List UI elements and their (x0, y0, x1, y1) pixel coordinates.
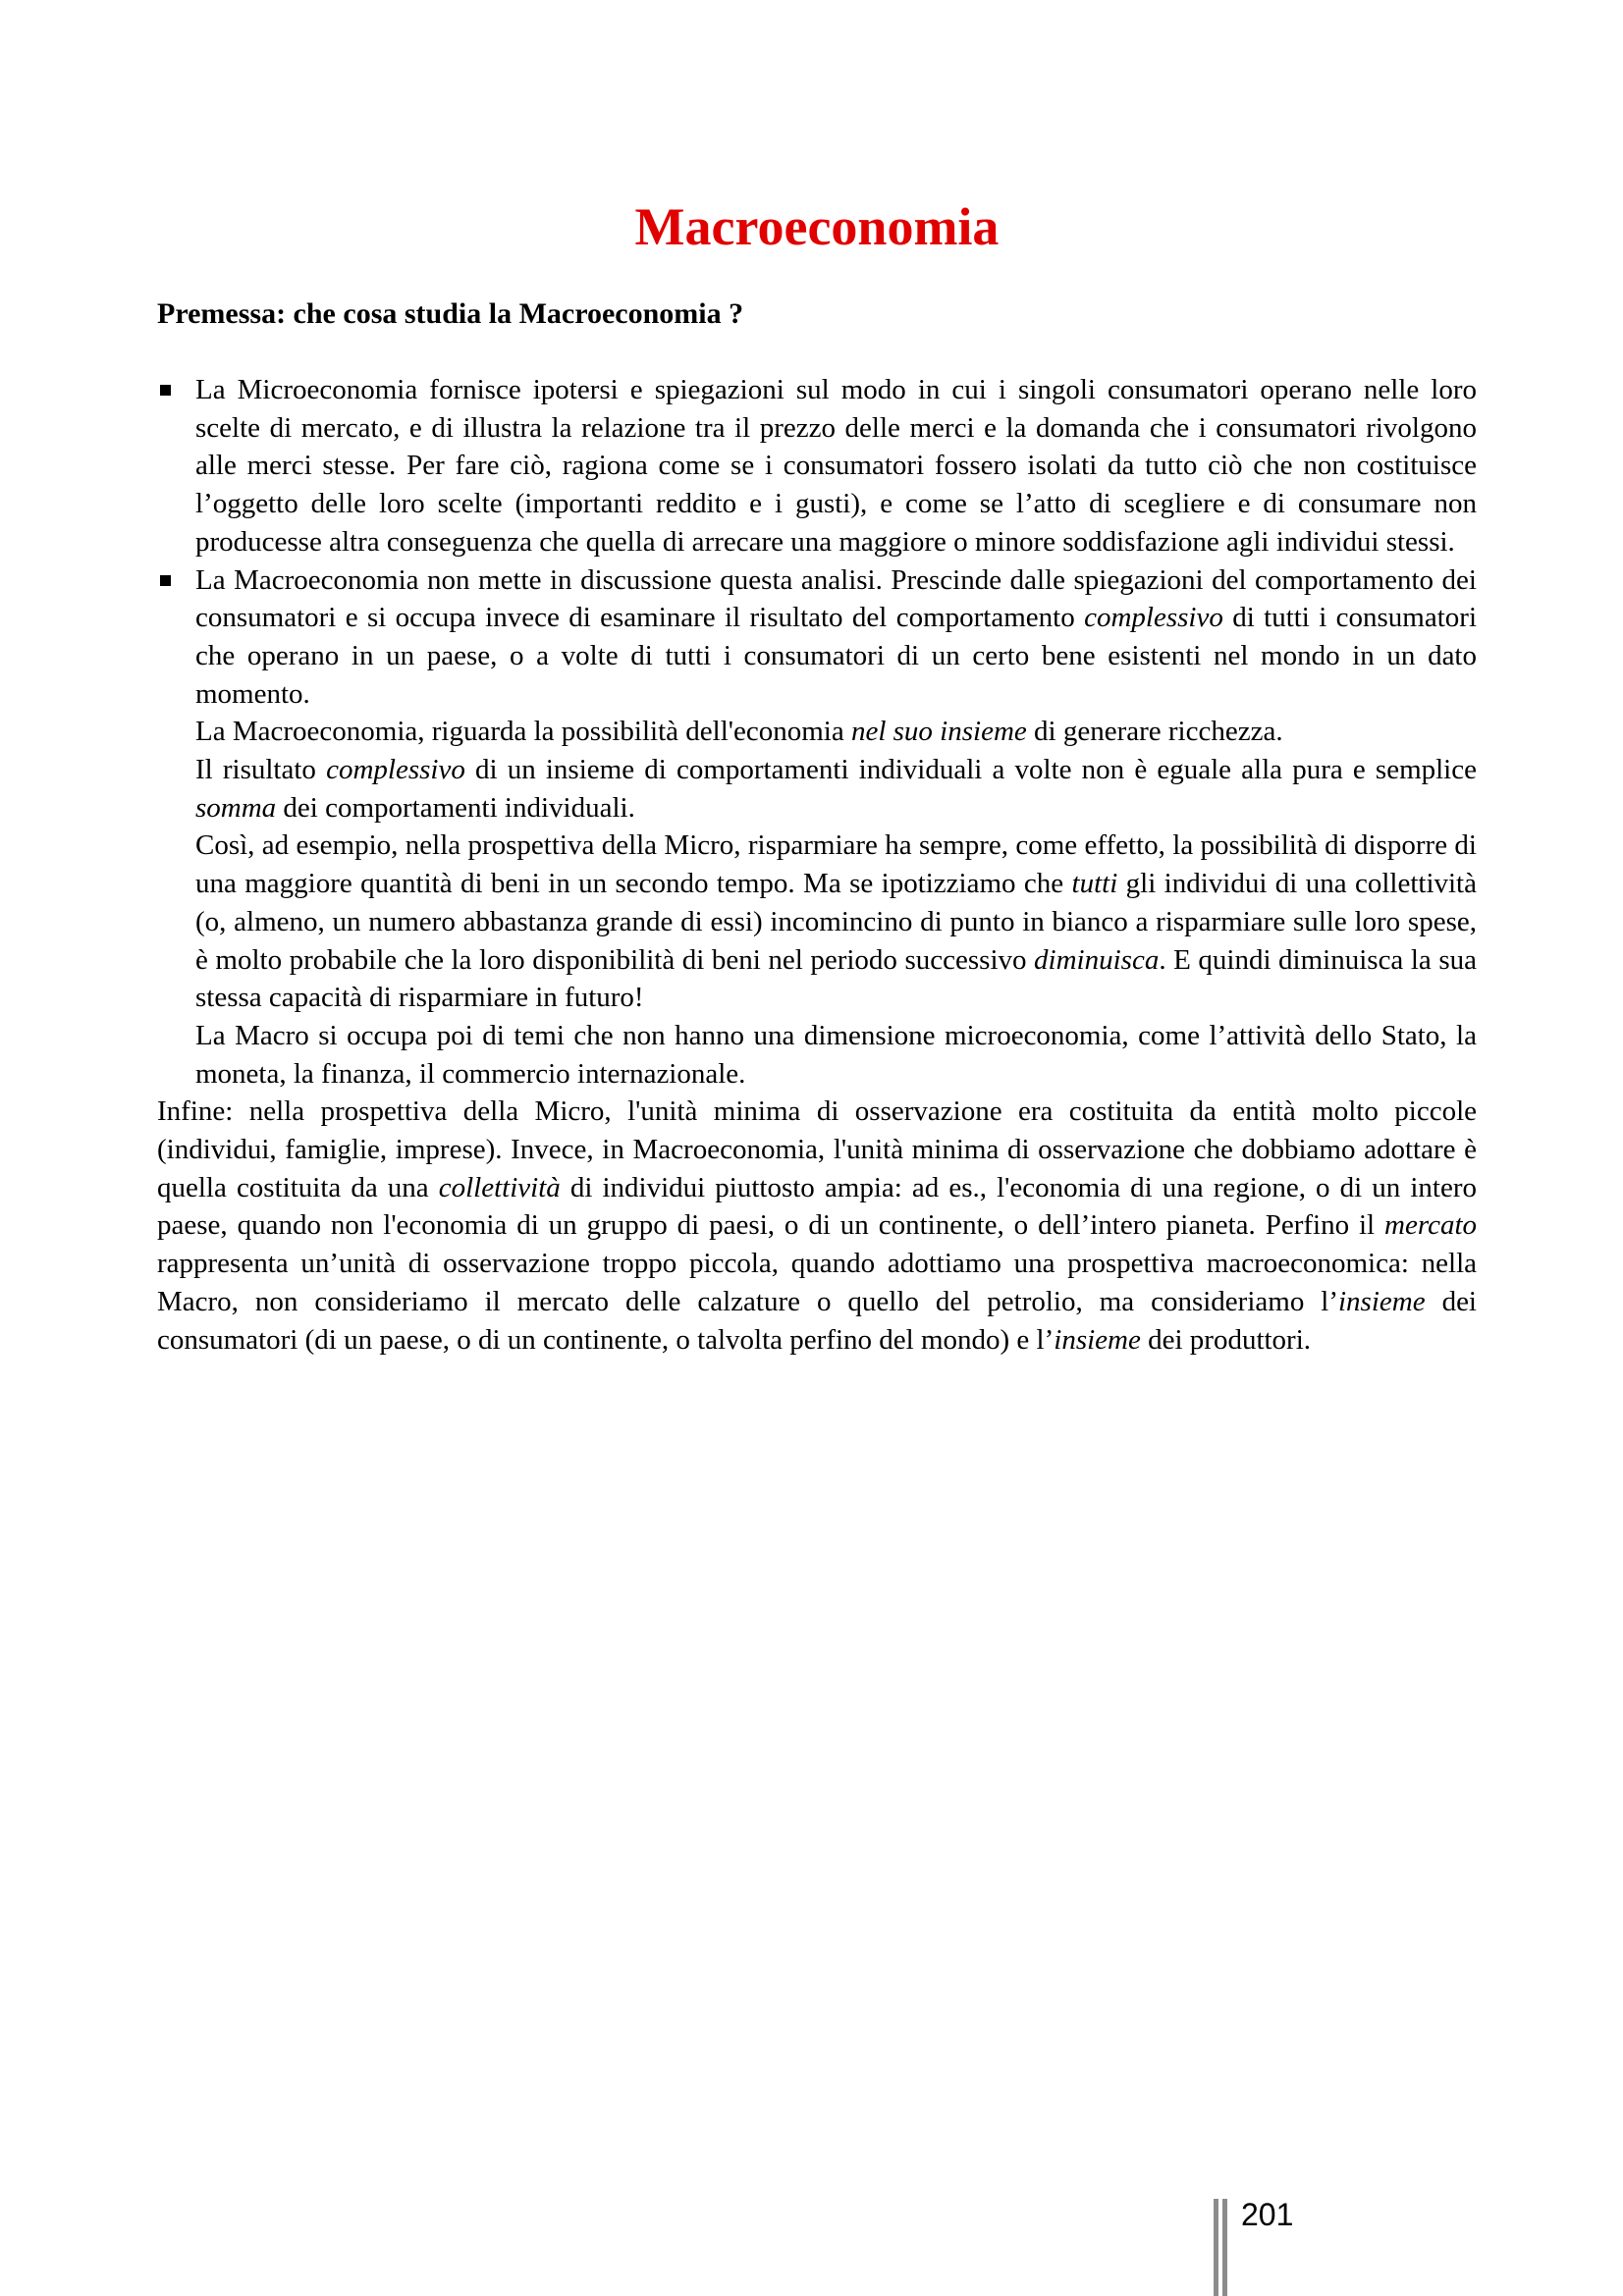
text-span: dei consumatori (di un paese, o di un continente, o talvolta perfino del mondo) e l’ (157, 1285, 1477, 1356)
text-span: dei comportamenti individuali. (276, 791, 635, 824)
text-span: rappresenta un’unità di osservazione troppo piccola, quando adottiamo una prospettiva macroeconomica: nella Macro, non consideriamo il mercato delle calzature o quello del petrolio, ma consideriamo l’ (157, 1248, 1477, 1317)
paragraph (195, 371, 1477, 561)
square-bullet-icon (160, 385, 171, 396)
footer-bar (1214, 2199, 1218, 2296)
paragraph (195, 713, 1477, 751)
text-span: . E quindi diminuisca la sua stessa capacità di risparmiare in futuro! (195, 943, 1477, 1014)
list-item (157, 371, 1477, 561)
emphasis: insieme (1338, 1285, 1426, 1317)
text-span: dei produttori. (1140, 1323, 1312, 1356)
text-span: Così, ad esempio, nella prospettiva della Micro, risparmiare ha sempre, come effetto, la possibilità di disporre di una maggiore quantità di beni in un secondo tempo. Ma se ipotizziamo che (195, 829, 1477, 900)
text-span: Il risultato (195, 754, 327, 786)
text-span: gli individui di una collettività (o, almeno, un numero abbastanza grande di essi) incomincino di punto in bianco a risparmiare sulle loro spese, è molto probabile che la loro disponibilità di beni nel periodo successivo (195, 868, 1477, 976)
emphasis: nel suo insieme (850, 716, 1027, 748)
emphasis: complessivo (326, 754, 465, 786)
emphasis: collettività (438, 1171, 561, 1203)
paragraph (195, 827, 1477, 1017)
closing-paragraph (157, 1093, 1477, 1359)
page-title: Macroeconomia (634, 197, 1000, 256)
footer-divider (1214, 2199, 1229, 2296)
section-heading: Premessa: che cosa studia la Macroeconomia ? (157, 297, 744, 330)
text-span: di generare ricchezza. (1026, 716, 1283, 748)
list-item (157, 561, 1477, 1094)
emphasis: insieme (1054, 1323, 1141, 1356)
paragraph (195, 751, 1477, 827)
emphasis: mercato (1384, 1209, 1477, 1242)
page-content (157, 192, 1477, 1359)
text-span: La Macroeconomia, riguarda la possibilità dell'economia (195, 716, 851, 748)
emphasis: tutti (1071, 868, 1118, 900)
paragraph (195, 1017, 1477, 1093)
emphasis: somma (195, 791, 277, 824)
text-span: Infine: nella prospettiva della Micro, l'unità minima di osservazione era costituita da entità molto piccole (individui, famiglie, imprese). Invece, in Macroeconomia, l'unità minima di osservazione che dobbiamo adottare è quella costituita da una (157, 1095, 1477, 1203)
bullet-list (157, 371, 1477, 1093)
paragraph (195, 561, 1477, 714)
text-span: di un insieme di comportamenti individuali a volte non è eguale alla pura e semplice (464, 754, 1477, 786)
emphasis: diminuisca (1034, 943, 1160, 976)
page-number: 201 (1241, 2197, 1294, 2232)
text-span: La Microeconomia fornisce ipotersi e spiegazioni sul modo in cui i singoli consumatori operano nelle loro scelte di mercato, e di illustra la relazione tra il prezzo delle merci e la domanda che i consumatori rivolgono alle merci stesse. Per fare ciò, ragiona come se i consumatori fossero isolati da tutto ciò che non costituisce l’oggetto delle loro scelte (importanti reddito e i gusti), e come se l’atto di scegliere e di consumare non producesse altra conseguenza che quella di arrecare una maggiore o minore soddisfazione agli individui stessi. (195, 374, 1477, 558)
text-span: di individui piuttosto ampia: ad es., l'economia di una regione, o di un intero paese, quando non l'economia di un gruppo di paesi, o di un continente, o dell’intero pianeta. Perfino il (157, 1171, 1477, 1242)
square-bullet-icon (160, 575, 171, 586)
text-span: La Macroeconomia non mette in discussione questa analisi. Prescinde dalle spiegazioni del comportamento dei consumatori e si occupa invece di esaminare il risultato del comportamento (195, 563, 1477, 634)
text-span: La Macro si occupa poi di temi che non hanno una dimensione microeconomia, come l’attività dello Stato, la moneta, la finanza, il commercio internazionale. (195, 1019, 1477, 1090)
emphasis: complessivo (1084, 602, 1223, 634)
text-span: di tutti i consumatori che operano in un paese, o a volte di tutti i consumatori di un certo bene esistenti nel mondo in un dato momento. (195, 602, 1478, 710)
footer-bar (1222, 2199, 1227, 2296)
